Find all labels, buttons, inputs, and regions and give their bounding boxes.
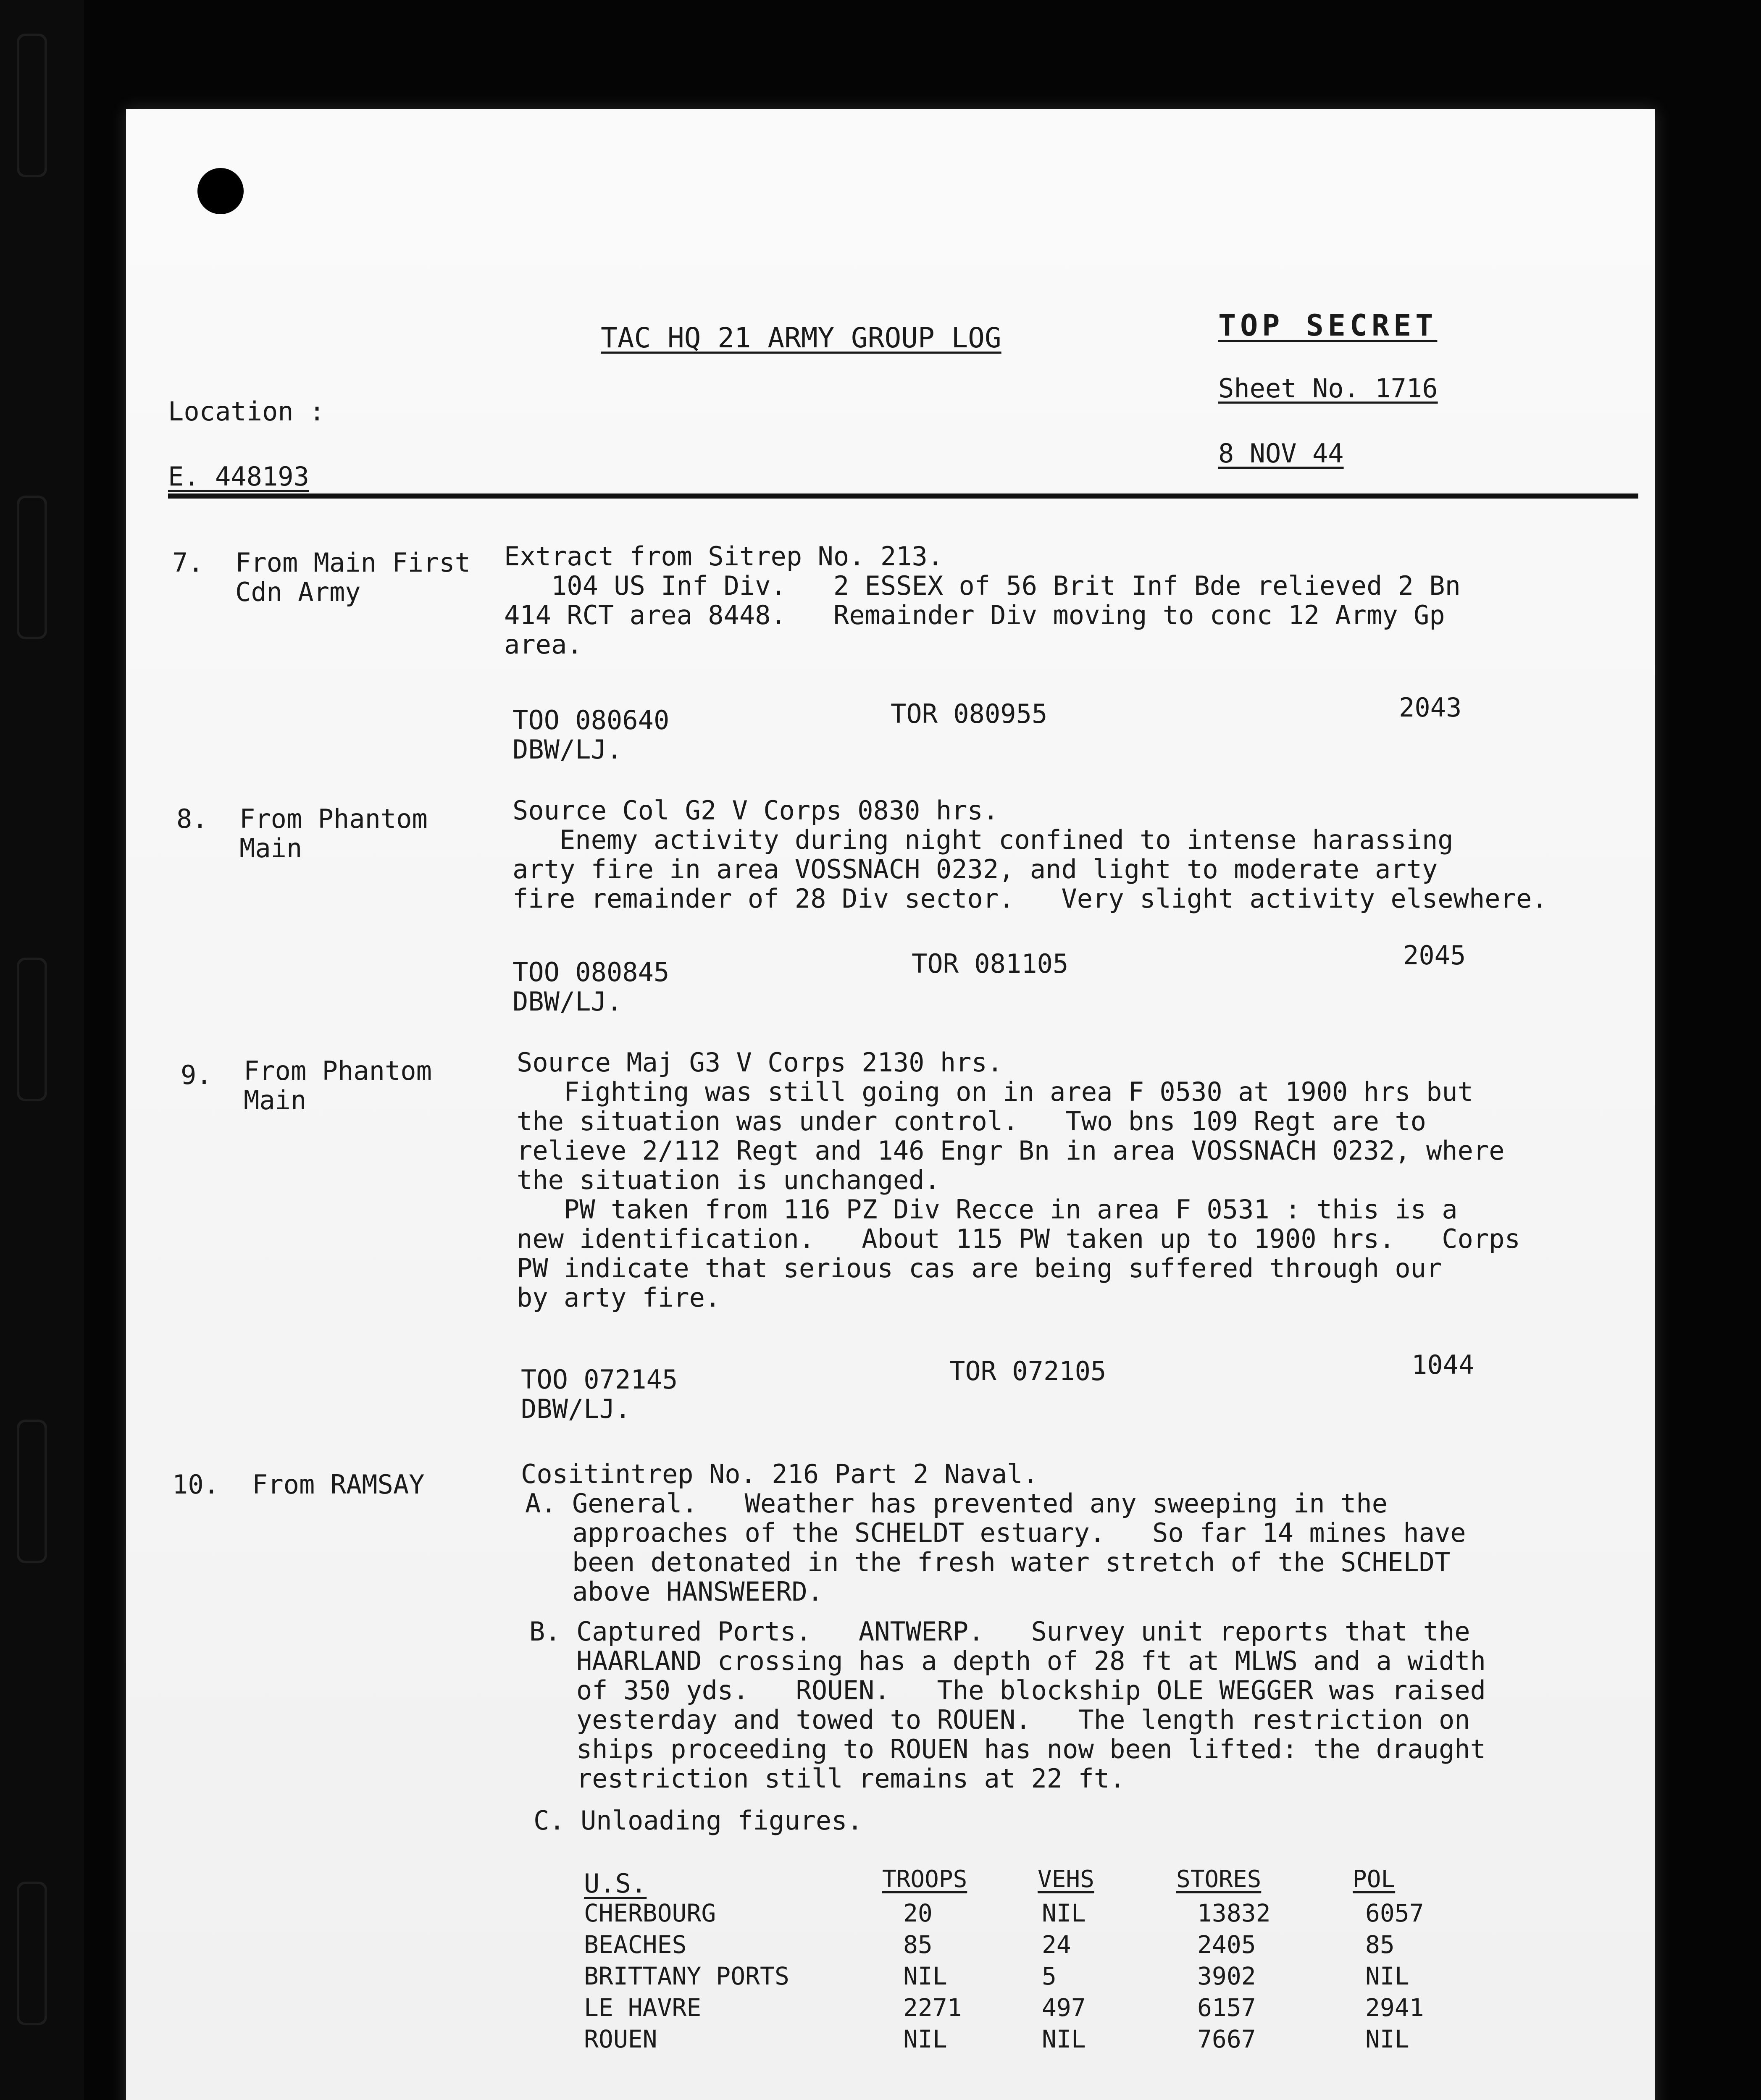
cell-pol: NIL bbox=[1365, 2025, 1409, 2053]
sprocket-hole bbox=[17, 496, 47, 639]
sheet-number: Sheet No. 1716 bbox=[1218, 373, 1438, 404]
port-name: BRITTANY PORTS bbox=[584, 1962, 789, 1990]
paragraph-a-line: been detonated in the fresh water stretch of the SCHELDT bbox=[525, 1547, 1451, 1578]
operator-initials: DBW/LJ. bbox=[513, 734, 623, 765]
cell-pol: 2941 bbox=[1365, 1993, 1424, 2022]
entry-source: From Phantom bbox=[239, 803, 428, 834]
paragraph-b-line: ships proceeding to ROUEN has now been lifted: the draught bbox=[529, 1734, 1486, 1764]
entry-line: the situation was under control. Two bns 109 Regt are to bbox=[517, 1106, 1426, 1137]
cell-pol: 6057 bbox=[1365, 1899, 1424, 1927]
entry-line: new identification. About 115 PW taken up to 1900 hrs. Corps bbox=[517, 1223, 1520, 1254]
time-of-receipt: TOR 072105 bbox=[949, 1356, 1107, 1386]
entry-line: Source Maj G3 V Corps 2130 hrs. bbox=[517, 1047, 1003, 1078]
paragraph-b-line: of 350 yds. ROUEN. The blockship OLE WEGGER was raised bbox=[529, 1675, 1486, 1706]
entry-number: 7. bbox=[172, 547, 204, 578]
cell-stores: 3902 bbox=[1197, 1962, 1256, 1990]
paragraph-a-line: approaches of the SCHELDT estuary. So far 14 mines have bbox=[525, 1517, 1466, 1548]
entry-number: 9. bbox=[181, 1060, 212, 1090]
entry-number: 10. bbox=[172, 1469, 219, 1500]
log-time: 1044 bbox=[1411, 1349, 1475, 1380]
entry-line: PW taken from 116 PZ Div Recce in area F 0531 : this is a bbox=[517, 1194, 1458, 1225]
col-header-vehs: VEHS bbox=[1038, 1866, 1094, 1893]
us-heading: U.S. bbox=[584, 1868, 647, 1899]
cell-vehs: 24 bbox=[1042, 1930, 1071, 1959]
cell-pol: 85 bbox=[1365, 1930, 1395, 1959]
sprocket-hole bbox=[17, 1420, 47, 1563]
entry-line: Fighting was still going on in area F 0530 at 1900 hrs but bbox=[517, 1076, 1473, 1107]
log-date: 8 NOV 44 bbox=[1218, 438, 1344, 469]
cell-stores: 7667 bbox=[1197, 2025, 1256, 2053]
col-header-troops: TROOPS bbox=[882, 1866, 967, 1893]
cell-vehs: NIL bbox=[1042, 2025, 1086, 2053]
cell-vehs: 5 bbox=[1042, 1962, 1057, 1990]
cell-troops: 20 bbox=[903, 1899, 933, 1927]
paragraph-b-line: restriction still remains at 22 ft. bbox=[529, 1763, 1125, 1794]
log-time: 2043 bbox=[1399, 692, 1462, 723]
col-header-stores: STORES bbox=[1176, 1866, 1262, 1893]
location-label: Location : bbox=[168, 396, 325, 427]
entry-line: PW indicate that serious cas are being suffered through our bbox=[517, 1253, 1442, 1284]
sprocket-hole bbox=[17, 1882, 47, 2025]
location-value: E. 448193 bbox=[168, 461, 309, 492]
port-name: CHERBOURG bbox=[584, 1899, 716, 1927]
time-of-origin: TOO 080845 bbox=[513, 957, 670, 987]
paragraph-a-line: above HANSWEERD. bbox=[525, 1576, 823, 1607]
entry-line: Enemy activity during night confined to intense harassing bbox=[513, 824, 1453, 855]
operator-initials: DBW/LJ. bbox=[521, 1394, 631, 1424]
log-title: TAC HQ 21 ARMY GROUP LOG bbox=[601, 322, 1001, 354]
entry-source: Main bbox=[239, 833, 302, 864]
entry-source: From Main First bbox=[235, 547, 470, 578]
cell-troops: 85 bbox=[903, 1930, 933, 1959]
cell-troops: NIL bbox=[903, 1962, 947, 1990]
col-header-pol: POL bbox=[1353, 1866, 1396, 1893]
sprocket-hole bbox=[17, 958, 47, 1101]
entry-line: relieve 2/112 Regt and 146 Engr Bn in area VOSSNACH 0232, where bbox=[517, 1135, 1505, 1166]
entry-line: arty fire in area VOSSNACH 0232, and light to moderate arty bbox=[513, 854, 1438, 885]
classification: TOP SECRET bbox=[1218, 308, 1438, 343]
cell-stores: 6157 bbox=[1197, 1993, 1256, 2022]
paragraph-b-line: HAARLAND crossing has a depth of 28 ft at MLWS and a width bbox=[529, 1646, 1486, 1676]
cell-stores: 13832 bbox=[1197, 1899, 1271, 1927]
cell-troops: NIL bbox=[903, 2025, 947, 2053]
entry-line: Cositintrep No. 216 Part 2 Naval. bbox=[521, 1459, 1038, 1489]
entry-line: Extract from Sitrep No. 213. bbox=[504, 541, 944, 572]
cell-pol: NIL bbox=[1365, 1962, 1409, 1990]
sprocket-hole bbox=[17, 34, 47, 177]
entry-source: Cdn Army bbox=[235, 577, 361, 607]
entry-line: 104 US Inf Div. 2 ESSEX of 56 Brit Inf Bde relieved 2 Bn bbox=[504, 570, 1461, 601]
log-time: 2045 bbox=[1403, 940, 1466, 971]
time-of-origin: TOO 072145 bbox=[521, 1364, 678, 1395]
port-name: LE HAVRE bbox=[584, 1993, 702, 2022]
time-of-origin: TOO 080640 bbox=[513, 705, 670, 735]
entry-line: by arty fire. bbox=[517, 1282, 721, 1313]
entry-line: 414 RCT area 8448. Remainder Div moving to conc 12 Army Gp bbox=[504, 600, 1445, 630]
operator-initials: DBW/LJ. bbox=[513, 986, 623, 1017]
paragraph-b-line: B. Captured Ports. ANTWERP. Survey unit reports that the bbox=[529, 1616, 1470, 1647]
paragraph-c-heading: C. Unloading figures. bbox=[534, 1805, 863, 1836]
entry-line: area. bbox=[504, 629, 583, 660]
port-name: ROUEN bbox=[584, 2025, 657, 2053]
entry-source: From Phantom bbox=[244, 1055, 432, 1086]
time-of-receipt: TOR 080955 bbox=[891, 698, 1048, 729]
port-name: BEACHES bbox=[584, 1930, 687, 1959]
cell-vehs: NIL bbox=[1042, 1899, 1086, 1927]
cell-troops: 2271 bbox=[903, 1993, 962, 2022]
cell-stores: 2405 bbox=[1197, 1930, 1256, 1959]
punch-hole bbox=[197, 168, 244, 214]
entry-source: From RAMSAY bbox=[252, 1469, 425, 1500]
paragraph-b-line: yesterday and towed to ROUEN. The length restriction on bbox=[529, 1704, 1470, 1735]
header-divider bbox=[168, 494, 1638, 499]
entry-number: 8. bbox=[176, 803, 208, 834]
time-of-receipt: TOR 081105 bbox=[912, 948, 1069, 979]
entry-line: the situation is unchanged. bbox=[517, 1165, 940, 1195]
entry-source: Main bbox=[244, 1085, 307, 1116]
entry-line: fire remainder of 28 Div sector. Very slight activity elsewhere. bbox=[513, 883, 1548, 914]
cell-vehs: 497 bbox=[1042, 1993, 1086, 2022]
paragraph-a-line: A. General. Weather has prevented any sweeping in the bbox=[525, 1488, 1388, 1519]
entry-line: Source Col G2 V Corps 0830 hrs. bbox=[513, 795, 999, 826]
